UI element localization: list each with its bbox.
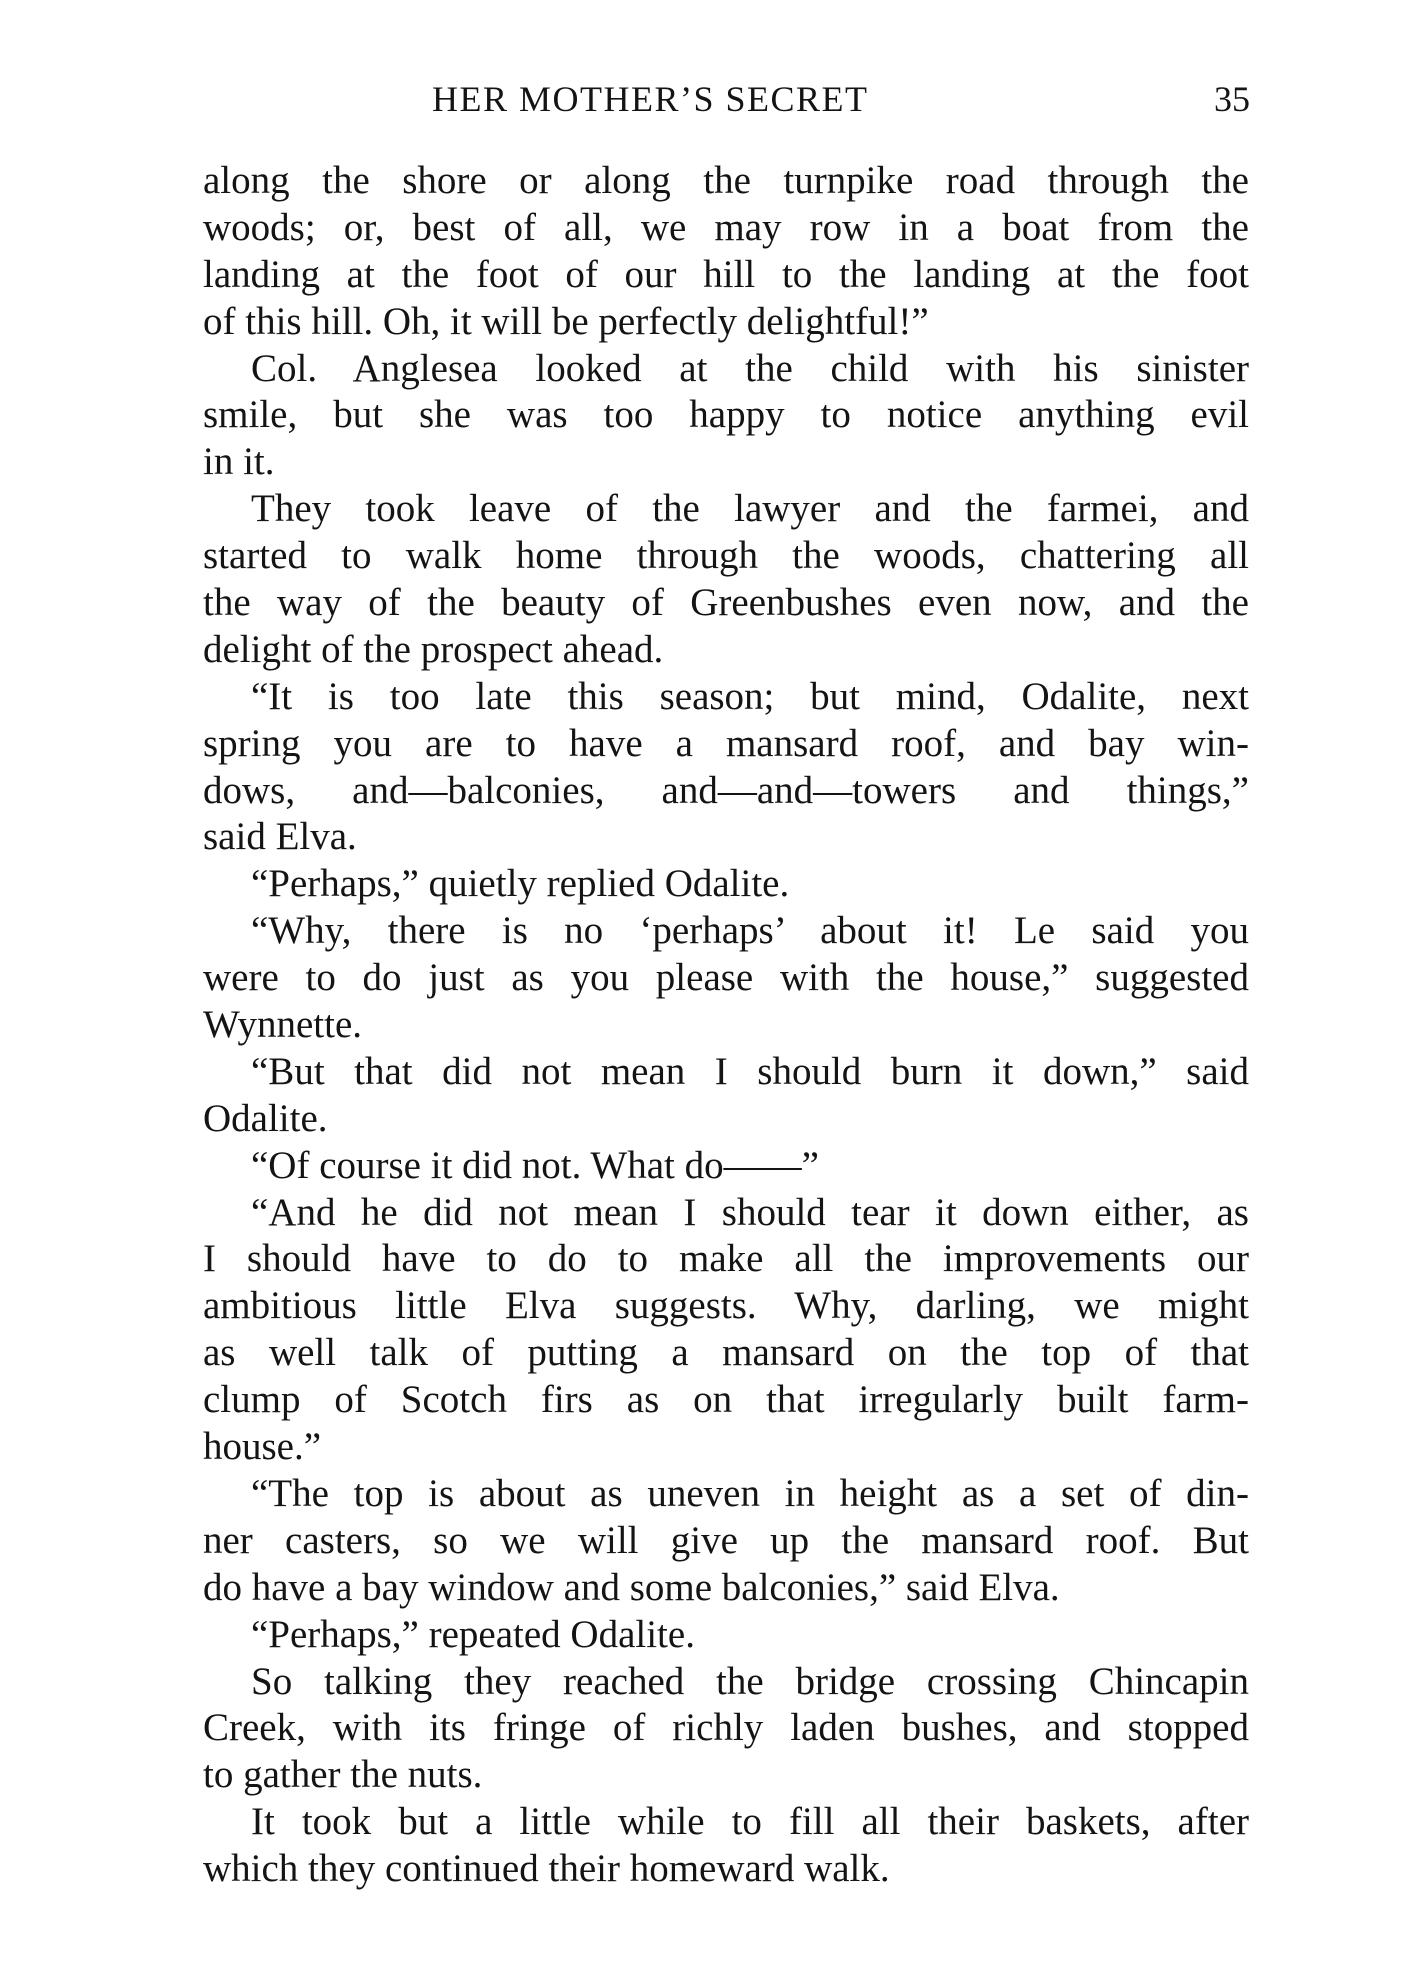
page-number: 35 xyxy=(1214,79,1250,119)
text-line: So talking they reached the bridge crossing Chincapin xyxy=(251,1659,1249,1703)
text-line: delight of the prospect ahead. xyxy=(203,627,664,671)
text-line: “Perhaps,” repeated Odalite. xyxy=(251,1612,695,1656)
text-line: It took but a little while to fill all their baskets, after xyxy=(251,1800,1249,1844)
text-line: ner casters, so we will give up the mansard roof. But xyxy=(203,1518,1249,1562)
text-line: do have a bay window and some balconies,” said Elva. xyxy=(203,1565,1060,1609)
text-line: as well talk of putting a mansard on the top of that xyxy=(203,1331,1249,1375)
text-line: started to walk home through the woods, chattering all xyxy=(203,534,1249,578)
text-line: “Perhaps,” quietly replied Odalite. xyxy=(251,862,790,906)
text-line: said Elva. xyxy=(203,815,357,859)
running-title: HER MOTHER’S SECRET xyxy=(432,79,869,119)
text-line: “And he did not mean I should tear it down either, as xyxy=(251,1190,1249,1234)
text-line: spring you are to have a mansard roof, and bay win- xyxy=(203,721,1249,765)
text-line: “It is too late this season; but mind, Odalite, next xyxy=(251,674,1249,718)
text-line: in it. xyxy=(203,440,275,484)
text-line: which they continued their homeward walk. xyxy=(203,1847,890,1891)
text-line: Col. Anglesea looked at the child with his sinister xyxy=(251,346,1249,390)
text-line: landing at the foot of our hill to the landing at the foot xyxy=(203,252,1249,296)
text-line: of this hill. Oh, it will be perfectly delightful!” xyxy=(203,299,929,343)
text-line: Creek, with its fringe of richly laden bushes, and stopped xyxy=(203,1706,1249,1750)
text-line: Wynnette. xyxy=(203,1003,363,1047)
running-head xyxy=(200,78,1250,128)
text-line: “Of course it did not. What do——” xyxy=(251,1143,819,1187)
text-line: “Why, there is no ‘perhaps’ about it! Le said you xyxy=(251,909,1249,953)
text-line: “But that did not mean I should burn it down,” said xyxy=(251,1049,1249,1093)
text-line: woods; or, best of all, we may row in a boat from the xyxy=(203,205,1249,249)
text-line: were to do just as you please with the house,” suggested xyxy=(203,956,1249,1000)
text-line: clump of Scotch firs as on that irregularly built farm- xyxy=(203,1378,1249,1422)
text-line: to gather the nuts. xyxy=(203,1753,483,1797)
text-line: the way of the beauty of Greenbushes even now, and the xyxy=(203,581,1249,625)
text-line: ambitious little Elva suggests. Why, darling, we might xyxy=(203,1284,1249,1328)
text-line: house.” xyxy=(203,1425,322,1469)
text-line: dows, and—balconies, and—and—towers and things,” xyxy=(203,768,1249,812)
text-line: They took leave of the lawyer and the farmei, and xyxy=(251,487,1249,531)
text-line: “The top is about as uneven in height as a set of din- xyxy=(251,1471,1249,1515)
body-text xyxy=(203,158,1249,1893)
text-line: I should have to do to make all the improvements our xyxy=(203,1237,1249,1281)
text-line: along the shore or along the turnpike road through the xyxy=(203,159,1249,202)
text-line: Odalite. xyxy=(203,1096,328,1140)
text-line: smile, but she was too happy to notice anything evil xyxy=(203,393,1249,437)
